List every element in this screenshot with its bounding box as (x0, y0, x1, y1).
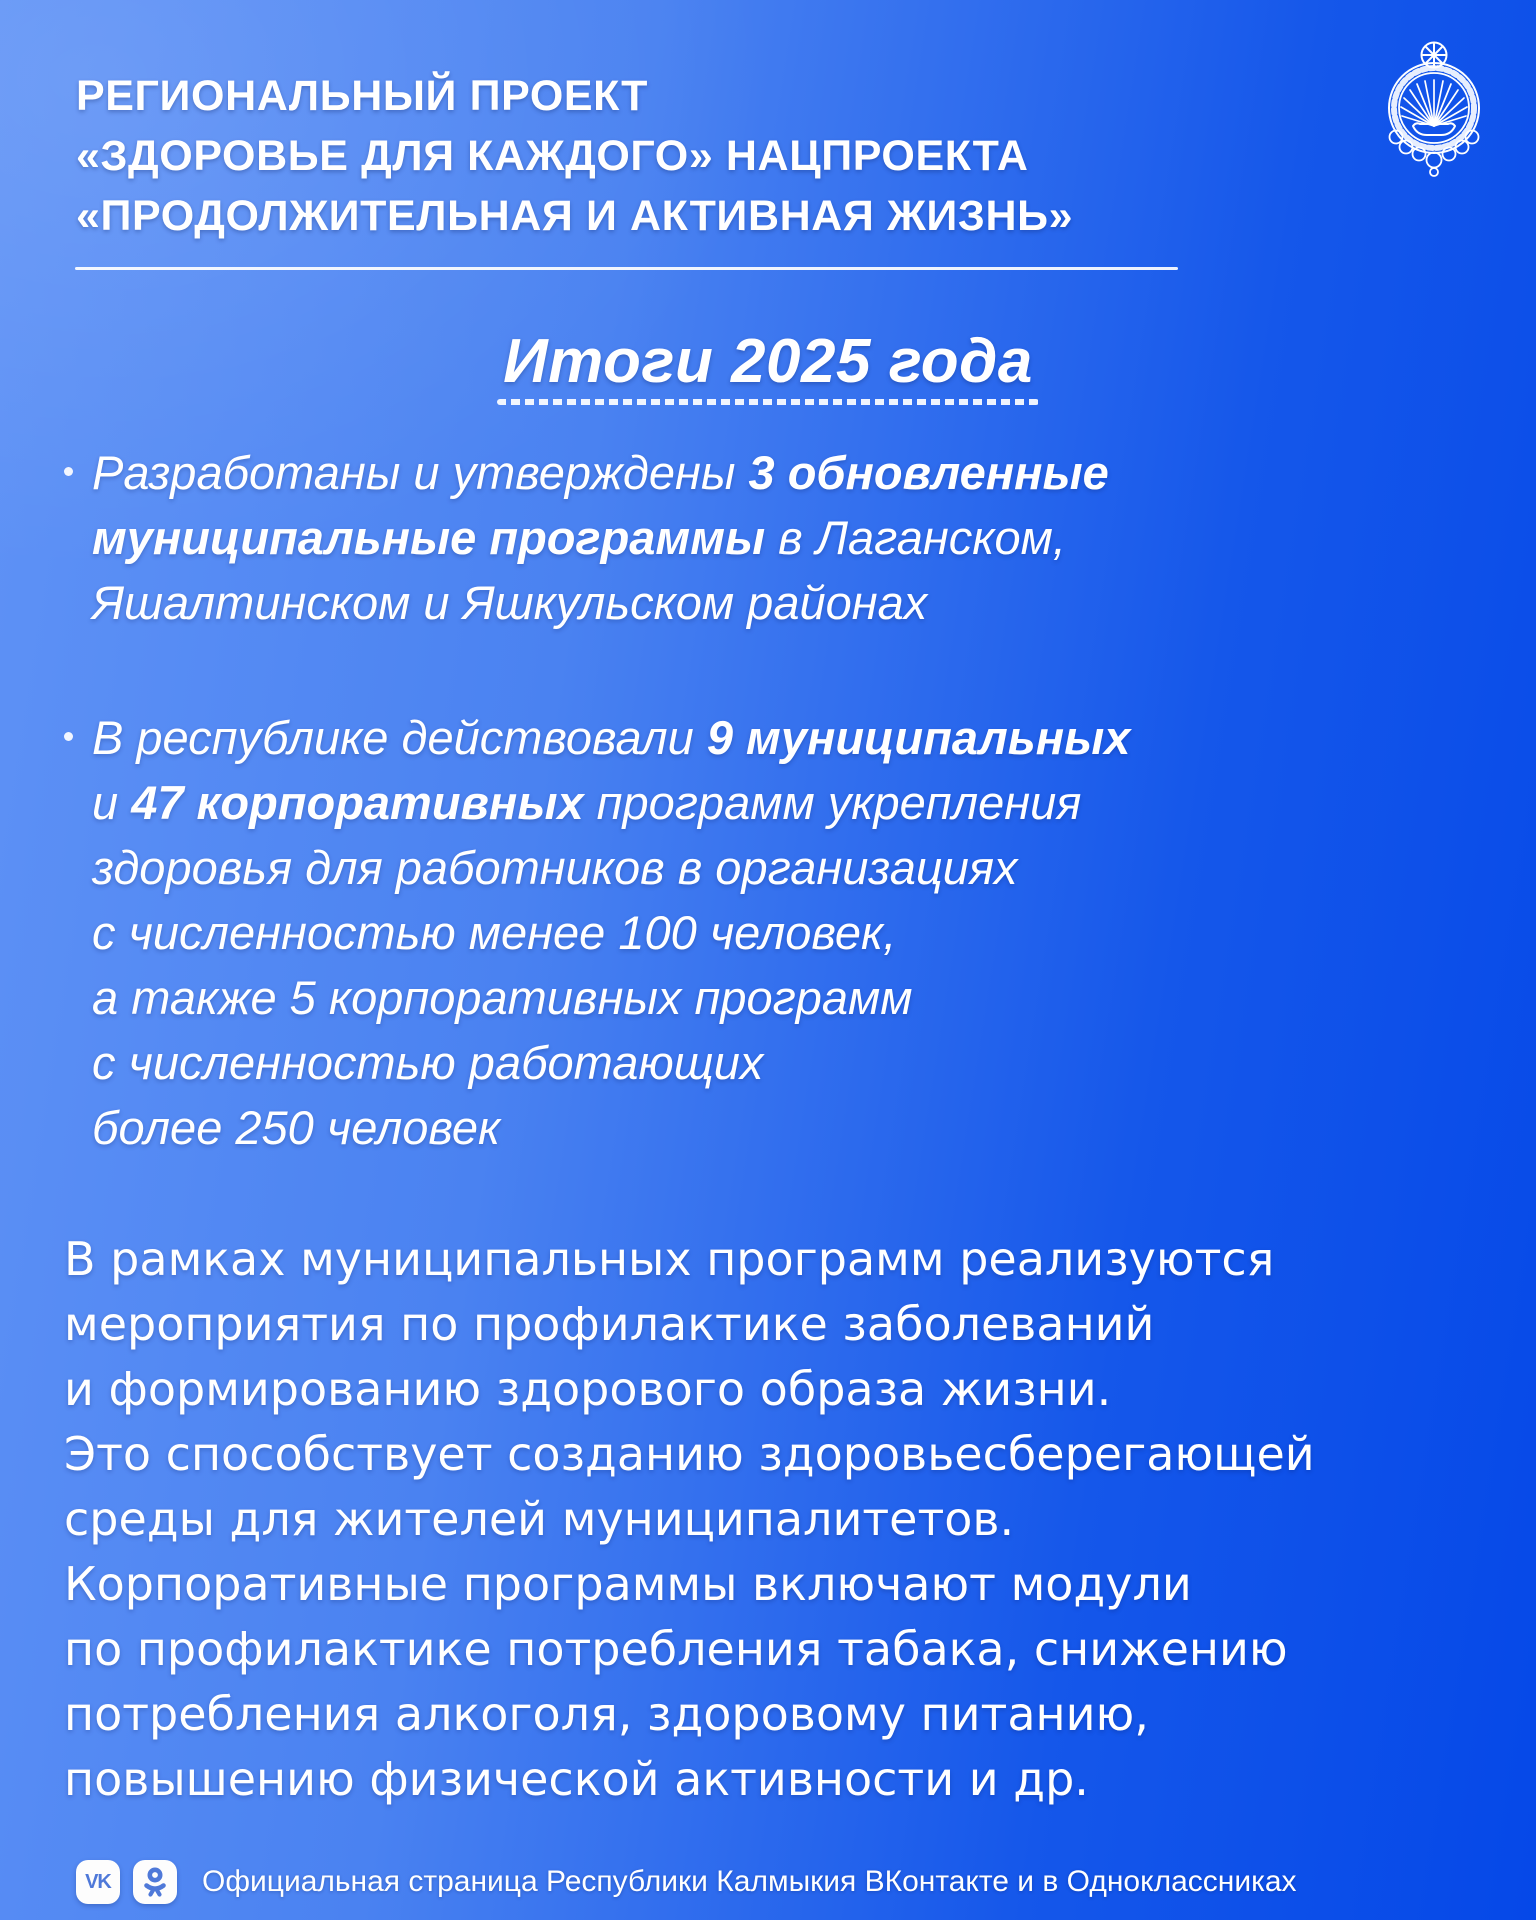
vk-logo-glyph: VK (85, 1870, 111, 1893)
footer (76, 1860, 1297, 1904)
dashed-underline (497, 399, 1039, 405)
footer-caption: Официальная страница Республики Калмыкия ВКонтакте и в Одноклассниках (202, 1865, 1297, 1898)
bullet-dot (64, 467, 73, 476)
body-paragraph: В рамках муниципальных программ реализуются мероприятия по профилактике заболеваний и формированию здорового образа жизни. Это способствует созданию здоровьесберегающей среды для жителей муниципалитетов. Корпоративные программы включают модули по профилактике потребления табака, снижению потребления алкоголя, здоровому питанию, повышению физической активности и др. (64, 1232, 1315, 1806)
bullet-text: В республике действовали 9 муниципальных и 47 корпоративных программ укрепления здоровья для работников в организациях с численностью менее 100 человек, а также 5 корпоративных программ с численностью работающих более 250 человек (92, 711, 1131, 1154)
page-title: РЕГИОНАЛЬНЫЙ ПРОЕКТ «ЗДОРОВЬЕ ДЛЯ КАЖДОГО» НАЦПРОЕКТА «ПРОДОЛЖИТЕЛЬНАЯ И АКТИВНАЯ ЖИЗНЬ» (76, 72, 1074, 240)
bullet-item-municipal-programs (92, 440, 1109, 635)
kalmykia-emblem-icon (1372, 38, 1496, 180)
results-title: Итоги 2025 года (503, 327, 1033, 396)
bullet-item-active-programs (92, 705, 1130, 1160)
ok-icon[interactable] (133, 1860, 177, 1904)
header-underline (75, 267, 1178, 270)
bullet-dot (64, 732, 73, 741)
bullet-text: Разработаны и утверждены 3 обновленные муниципальные программы в Лаганском, Яшалтинском и Яшкульском районах (92, 446, 1109, 629)
ok-logo-glyph (142, 1867, 168, 1897)
vk-icon[interactable] (76, 1860, 120, 1904)
